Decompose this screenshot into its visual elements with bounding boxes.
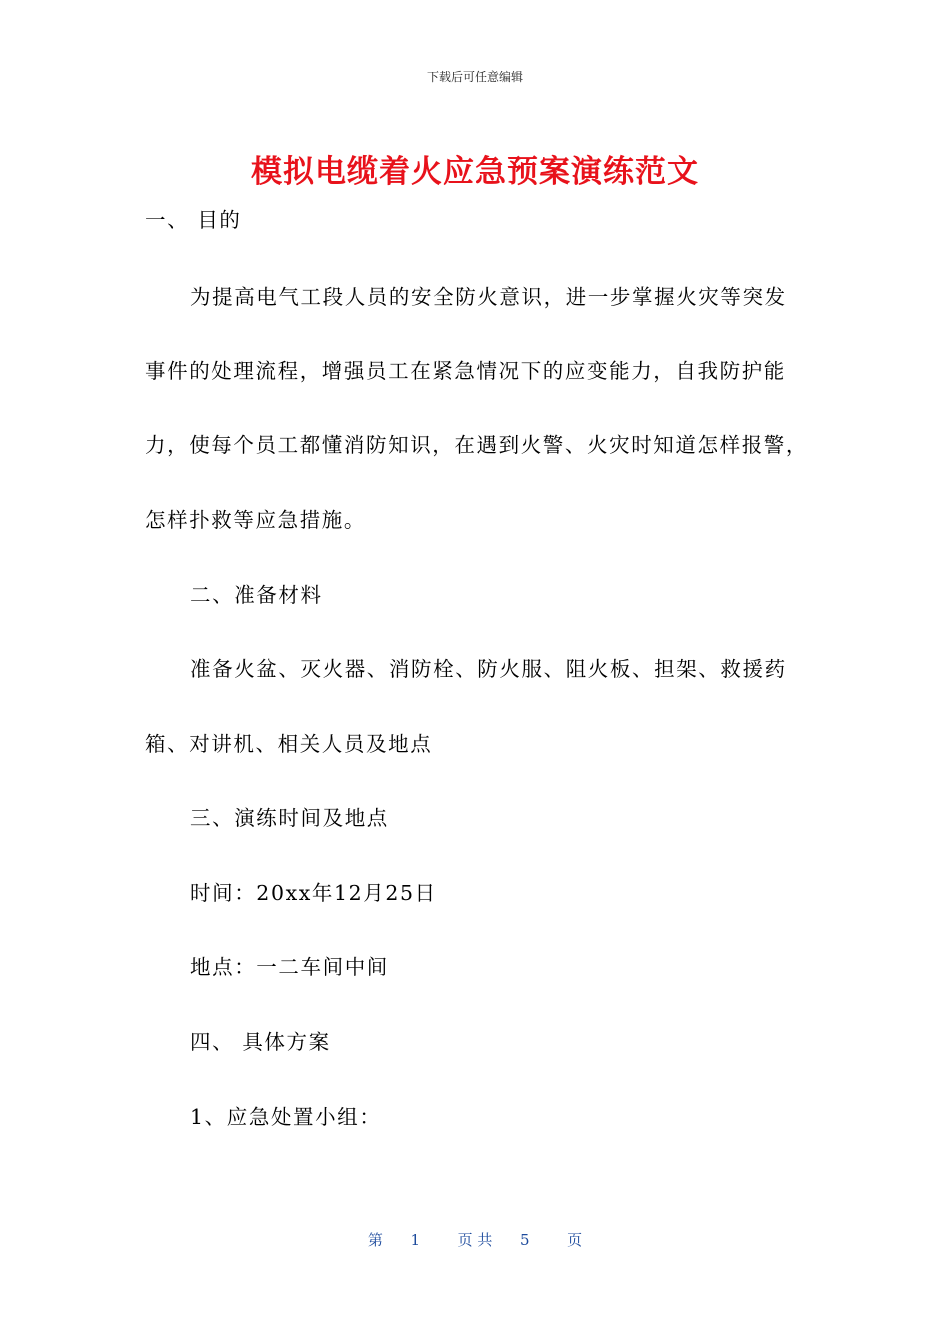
footer-page-mid: 页 共 bbox=[457, 1231, 493, 1249]
subsection-heading-team: 1、应急处置小组： bbox=[190, 1105, 382, 1129]
section-heading-purpose: 一、 目的 bbox=[145, 208, 242, 232]
header-note: 下载后可任意编辑 bbox=[426, 70, 523, 84]
paragraph-line: 准备火盆、灭火器、消防栓、防火服、阻火板、担架、救援药 bbox=[190, 657, 787, 681]
section-heading-time-location: 三、演练时间及地点 bbox=[190, 806, 389, 830]
paragraph-line: 事件的处理流程，增强员工在紧急情况下的应变能力，自我防护能 bbox=[145, 359, 786, 383]
section-heading-plan: 四、 具体方案 bbox=[190, 1030, 331, 1054]
footer-page-label: 第 bbox=[367, 1231, 383, 1249]
footer-page-end: 页 bbox=[567, 1231, 583, 1249]
document-title: 模拟电缆着火应急预案演练范文 bbox=[251, 154, 699, 190]
paragraph-line: 为提高电气工段人员的安全防火意识，进一步掌握火灾等突发 bbox=[190, 285, 787, 309]
section-heading-materials: 二、准备材料 bbox=[190, 583, 323, 607]
paragraph-line: 怎样扑救等应急措施。 bbox=[145, 508, 366, 532]
paragraph-line: 箱、对讲机、相关人员及地点 bbox=[145, 732, 433, 756]
location-line: 地点：一二车间中间 bbox=[190, 955, 389, 979]
time-line: 时间：20xx年12月25日 bbox=[190, 881, 437, 905]
footer-total-pages: 5 bbox=[519, 1231, 530, 1249]
paragraph-line: 力，使每个员工都懂消防知识，在遇到火警、火灾时知道怎样报警， bbox=[145, 433, 808, 457]
page-footer bbox=[0, 1229, 950, 1250]
footer-page-number: 1 bbox=[410, 1231, 421, 1249]
